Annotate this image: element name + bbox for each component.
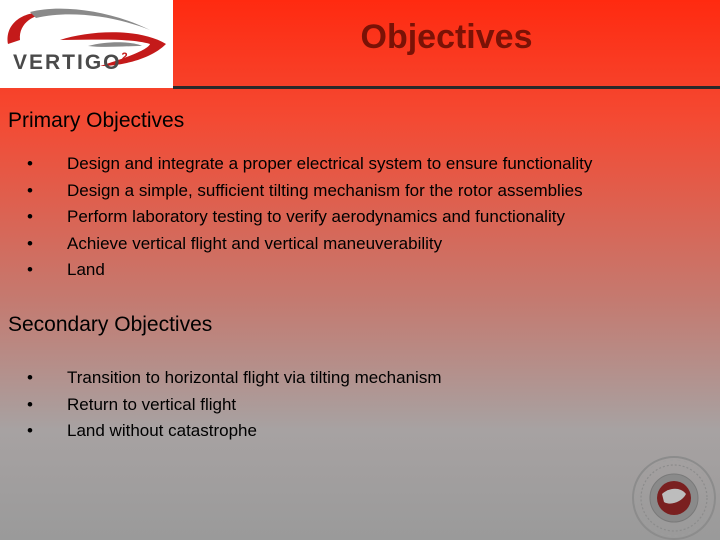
slide-title: Objectives	[360, 18, 533, 56]
primary-objectives-list	[0, 151, 720, 284]
list-item: • Transition to horizontal flight via tilting mechanism	[27, 368, 442, 387]
logo-wordmark: VERTIGO$^2$	[13, 51, 128, 74]
list-item: • Design a simple, sufficient tilting mechanism for the rotor assemblies	[27, 180, 583, 200]
list-item: • Land	[27, 260, 105, 280]
vertigo-logo	[0, 0, 173, 88]
primary-objectives-heading: Primary Objectives	[8, 109, 185, 132]
list-item: • Achieve vertical flight and vertical maneuverability	[27, 233, 443, 253]
list-item: • Design and integrate a proper electrical system to ensure functionality	[27, 154, 593, 173]
list-item: • Perform laboratory testing to verify aerodynamics and functionality	[27, 207, 565, 227]
list-item: • Land without catastrophe	[27, 421, 257, 441]
secondary-objectives-list	[0, 365, 720, 445]
list-item: • Return to vertical flight	[27, 394, 237, 414]
title-divider	[173, 86, 720, 89]
secondary-objectives-heading: Secondary Objectives	[8, 313, 213, 336]
institute-seal-icon	[622, 452, 720, 540]
